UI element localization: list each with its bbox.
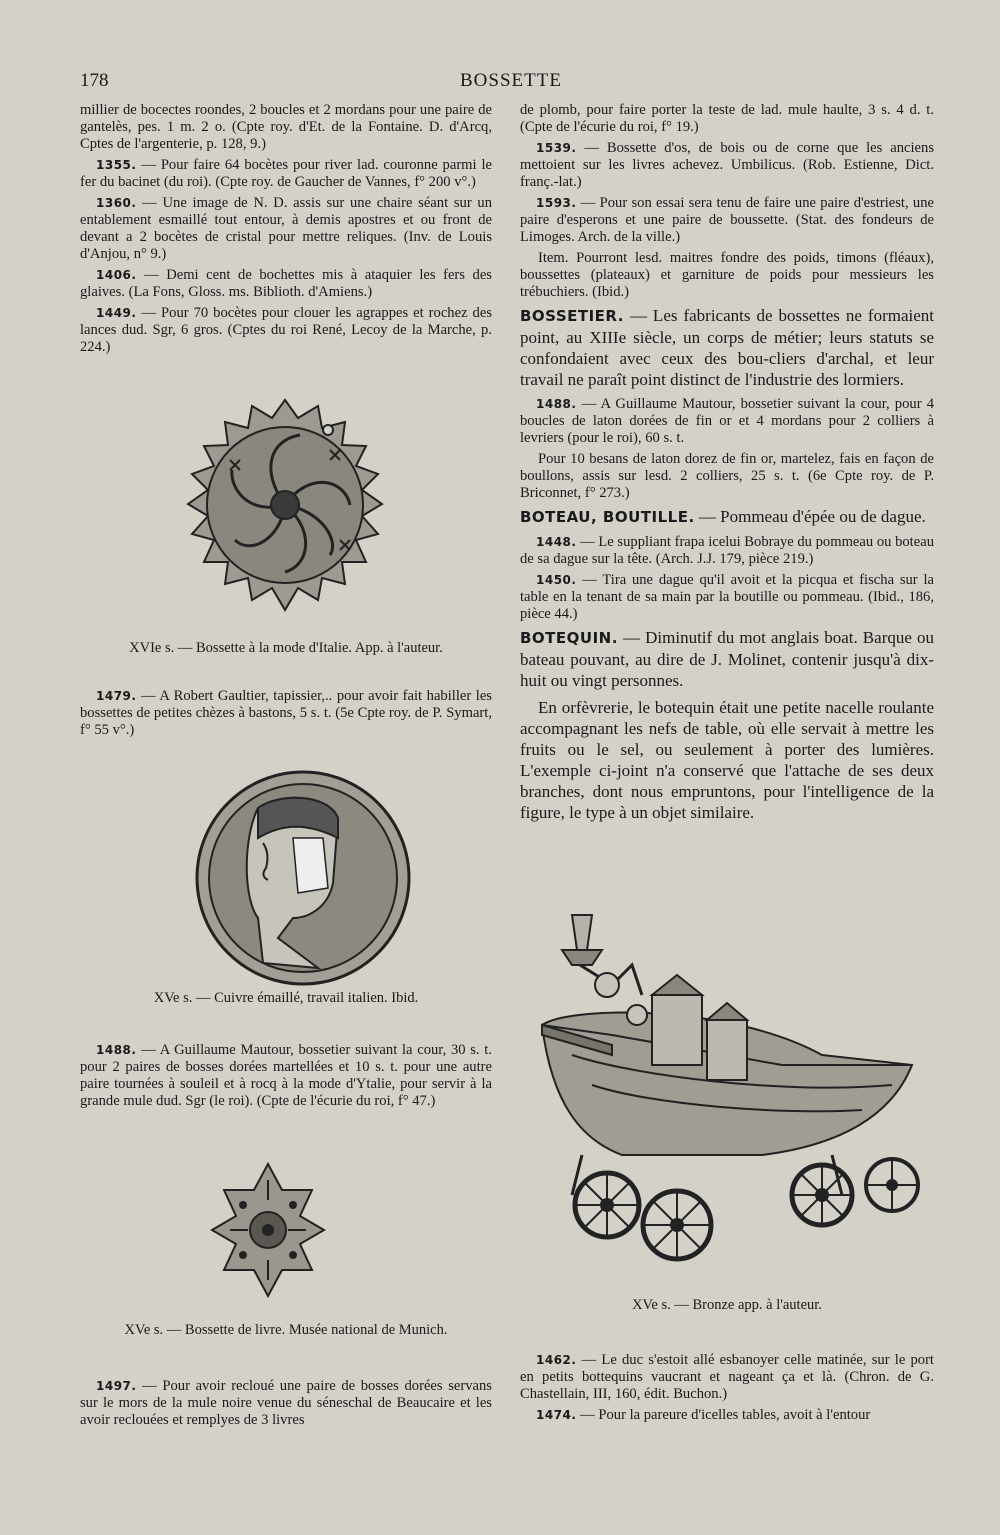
left-column-lower bbox=[80, 1042, 492, 1114]
entry-text: — A Robert Gaultier, tapissier,.. pour avoir fait habiller les bossettes de petites chèzes à bastons, 5 s. t. (5e Cpte roy. de P. Symart, f° 55 v°.) bbox=[80, 688, 492, 738]
caption-2: XVe s. — Cuivre émaillé, travail italien. Ibid. bbox=[153, 990, 419, 1006]
entry-1448 bbox=[520, 534, 934, 568]
entry-year: 1593. bbox=[536, 196, 577, 210]
entry-text: — Une image de N. D. assis sur une chaire séant sur un entablement esmaillé tout entour, à demis apostres et ou front de devant a 2 bocètes de cristal pour mettre reliques. (Inv. de Louis d'Anjou, n° 9.) bbox=[80, 195, 492, 262]
entry-year: 1360. bbox=[96, 196, 137, 210]
entry-year: 1474. bbox=[536, 1408, 577, 1422]
entry-year: 1449. bbox=[96, 306, 137, 320]
entry-1360 bbox=[80, 195, 492, 263]
entry-text: — Pour faire 64 bocètes pour river lad. couronne parmi le fer du bacinet (du roi). (Cpte roy. de Gaucher de Vannes, f° 200 v°.) bbox=[80, 157, 492, 190]
entry-1479 bbox=[80, 688, 492, 739]
entry-year: 1355. bbox=[96, 158, 137, 172]
entry-1462 bbox=[520, 1352, 934, 1403]
entry-year: 1497. bbox=[96, 1379, 137, 1393]
headword: BOSSETIER. bbox=[520, 307, 624, 325]
entry-continued: millier de bocectes roondes, 2 boucles et 2 mordans pour une paire de gantelès, pes. 1 m. 2 o. (Cpte roy. d'Et. de la Fontaine. D. d'Arcq, Cptes de l'argenterie, p. 128, 9.) bbox=[80, 102, 492, 152]
entry-text: — Pour avoir recloué une paire de bosses dorées servans sur le mors de la mule noire venue du séneschal de Beaucaire et les avoir reclouées et remplyes de 3 livres bbox=[80, 1378, 492, 1428]
entry-text: — A Guillaume Mautour, bossetier suivant la cour, 30 s. t. pour 2 paires de bosses dorées martellées et 10 s. t. pour une autre paire tournées à souleil et à rocq à la mode d'Ytalie, pour servir à la grande mule dud. Sgr (le roi). (Cpte de l'écurie du roi, f° 47.) bbox=[80, 1042, 492, 1109]
caption-2-wrap bbox=[80, 990, 492, 1007]
entry-1406 bbox=[80, 267, 492, 301]
entry-text: — Demi cent de bochettes mis à ataquier les fers des glaives. (La Fons, Gloss. ms. Biblioth. d'Amiens.) bbox=[80, 267, 492, 300]
running-head: BOSSETTE bbox=[460, 70, 562, 91]
article-text: — Diminutif du mot anglais boat. Barque ou bateau pouvant, au dire de J. Molinet, contenir jusqu'à dix-huit ou vingt personnes. bbox=[520, 628, 934, 690]
article-botequin bbox=[520, 627, 934, 691]
figure-bossette-italie bbox=[170, 390, 400, 630]
left-column bbox=[80, 102, 492, 360]
page-number: 178 bbox=[80, 70, 109, 91]
caption-1-wrap bbox=[80, 640, 492, 657]
paragraph-orfevrerie: En orfèvrerie, le botequin était une petite nacelle roulante accompagnant les nefs de table, où elle servait à mettre les fruits ou le sel, ou seulement à porter des lumières. L'exemple ci-joint n'a conservé que l'attache de ses deux branches, dont nous empruntons, pour l'intelligence de la figure, le type à un objet similaire. bbox=[520, 698, 934, 822]
caption-3-wrap bbox=[80, 1322, 492, 1339]
caption-3: XVe s. — Bossette de livre. Musée national de Munich. bbox=[124, 1322, 448, 1338]
entry-1355 bbox=[80, 157, 492, 191]
figure-book-boss bbox=[208, 1160, 328, 1300]
left-column-mid bbox=[80, 688, 492, 743]
entry-1450 bbox=[520, 572, 934, 623]
entry-year: 1462. bbox=[536, 1353, 577, 1367]
caption-4-wrap bbox=[520, 1297, 934, 1314]
entry-item: Item. Pourront lesd. maitres fondre des poids, timons (fléaux), boussettes (plateaux) et garniture de poids pour messieurs les trébuchiers. (Ibid.) bbox=[520, 250, 934, 300]
right-column bbox=[520, 102, 934, 829]
headword: BOTEQUIN. bbox=[520, 629, 618, 647]
entry-text: — Le suppliant frapa icelui Bobraye du pommeau ou boteau de sa dague sur la tête. (Arch. J.J. 179, pièce 219.) bbox=[520, 534, 934, 567]
caption-4: XVe s. — Bronze app. à l'auteur. bbox=[632, 1297, 822, 1313]
entry-text: — Pour la pareure d'icelles tables, avoit à l'entour bbox=[576, 1407, 871, 1423]
figure-medallion bbox=[188, 768, 418, 988]
entry-text: — Tira une dague qu'il avoit et la picqua et fischa sur la table en la tenant de sa main par la boutille ou pommeau. (Ibid., 186, pièce 44.) bbox=[520, 572, 934, 622]
entry-year: 1448. bbox=[536, 535, 577, 549]
entry-year: 1479. bbox=[96, 689, 137, 703]
entry-1539 bbox=[520, 140, 934, 191]
entry-year: 1488. bbox=[96, 1043, 137, 1057]
entry-text: — Pour son essai sera tenu de faire une paire d'estriest, une paire d'esperons et une paire de boussette. (Stat. des fondeurs de Limoges. Arch. de la ville.) bbox=[520, 195, 934, 245]
article-text: — Pommeau d'épée ou de dague. bbox=[694, 507, 926, 526]
article-text: — Les fabricants de bossettes ne formaient point, au XIIIe siècle, un corps de métier; leurs statuts se confondaient avec ceux des bou-cliers d'archal, et leur travail ne paraît point distinct de l'industrie des lormiers. bbox=[520, 306, 934, 389]
headword: BOTEAU, BOUTILLE. bbox=[520, 508, 695, 526]
entry-year: 1488. bbox=[536, 397, 577, 411]
entry-1474 bbox=[520, 1407, 934, 1424]
entry-1488-left bbox=[80, 1042, 492, 1110]
entry-continued-right: de plomb, pour faire porter la teste de lad. mule haulte, 3 s. 4 d. t. (Cpte de l'écurie du roi, f° 19.) bbox=[520, 102, 934, 135]
article-boteau bbox=[520, 506, 934, 528]
entry-1593 bbox=[520, 195, 934, 246]
entry-year: 1539. bbox=[536, 141, 577, 155]
entry-1488-right bbox=[520, 396, 934, 447]
entry-text: — A Guillaume Mautour, bossetier suivant la cour, pour 4 boucles de laton dorées de fin or et 4 mordans pour 2 colliers à levriers (pour le roi), 60 s. t. bbox=[520, 396, 934, 446]
entry-1449 bbox=[80, 305, 492, 356]
entry-text: — Pour 70 bocètes pour clouer les agrappes et rochez des lances dud. Sgr, 6 gros. (Cptes du roi René, Lecoy de la Marche, p. 224.) bbox=[80, 305, 492, 355]
entry-1497 bbox=[80, 1378, 492, 1429]
figure-botequin bbox=[532, 905, 932, 1285]
entry-text: — Bossette d'os, de bois ou de corne que les anciens mettoient sur les livres achevez. Umbilicus. (Rob. Estienne, Dict. franç.-lat.) bbox=[520, 140, 934, 190]
right-column-bottom bbox=[520, 1352, 934, 1428]
entry-1488-continued: Pour 10 besans de laton dorez de fin or, martelez, fais en façon de boullons, assis sur lesd. 2 colliers, 25 s. t. (6e Cpte roy. de P. Briconnet, f° 273.) bbox=[520, 451, 934, 501]
entry-text: — Le duc s'estoit allé esbanoyer celle matinée, sur le port en petits bottequins vaucrant et nageant ça et là. (Chron. de G. Chastellain, III, 160, édit. Buchon.) bbox=[520, 1352, 934, 1402]
article-bossetier bbox=[520, 305, 934, 390]
caption-1: XVIe s. — Bossette à la mode d'Italie. App. à l'auteur. bbox=[129, 640, 443, 656]
entry-year: 1450. bbox=[536, 573, 577, 587]
entry-year: 1406. bbox=[96, 268, 137, 282]
left-column-bottom bbox=[80, 1378, 492, 1433]
